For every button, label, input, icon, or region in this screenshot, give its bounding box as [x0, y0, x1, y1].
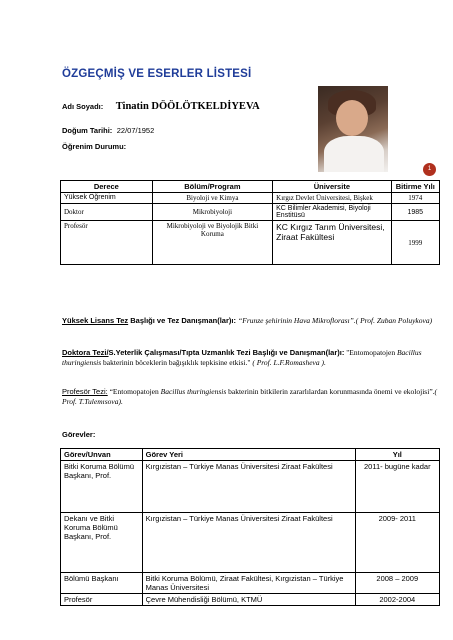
cell-universite: KC Kırgız Tarım Üniversitesi, Ziraat Fakültesi	[273, 221, 391, 265]
cell-gorev-yeri: Bitki Koruma Bölümü, Ziraat Fakültesi, Kırgızistan – Türkiye Manas Üniversitesi	[142, 573, 355, 594]
thesis-prof-label: Profesör Tezi:	[62, 387, 108, 396]
cell-gorev-yeri: Kırgızistan – Türkiye Manas Üniversitesi Ziraat Fakültesi	[142, 513, 355, 573]
thesis-prof-text-b: bakterinin bitkilerin zararlılardan korunmasında önemi ve ekolojisi”.	[226, 387, 435, 396]
name-label: Adı Soyadı:	[62, 102, 104, 111]
cell-unvan: Bitki Koruma Bölümü Başkanı, Prof.	[61, 461, 143, 513]
col-header-derece: Derece	[61, 181, 153, 193]
cell-yil: 1974	[391, 193, 439, 204]
cell-universite: Kırgız Devlet Üniversitesi, Bişkek	[273, 193, 391, 204]
thesis-ms	[62, 316, 442, 326]
cell-yil: 1999	[391, 221, 439, 265]
cell-yil: 2011- bugüne kadar	[355, 461, 439, 513]
duties-label: Görevler:	[62, 430, 96, 439]
table-row	[61, 461, 440, 513]
cell-unvan: Bölümü Başkanı	[61, 573, 143, 594]
cell-yil: 1985	[391, 204, 439, 221]
thesis-ms-label: Yüksek Lisans Tez	[62, 316, 129, 325]
page-number-badge: 1	[423, 163, 436, 176]
profile-photo	[318, 86, 388, 172]
col-header-universite: Üniversite	[273, 181, 391, 193]
cell-derece: Profesör	[61, 221, 153, 265]
thesis-phd-text-a: "Entomopatojen	[344, 348, 397, 357]
cell-universite: KC Bilimler Akademisi, Biyoloji Enstitüsü	[273, 204, 391, 221]
education-label: Öğrenim Durumu:	[62, 142, 127, 151]
thesis-phd-advisor: ( Prof. L.F.Romasheva ).	[252, 357, 326, 367]
thesis-phd-label-rest: S.Yeterlik Çalışması/Tıpta Uzmanlık Tezi Başlığı ve Danışman(lar)ı:	[108, 348, 345, 357]
col-header-yil: Yıl	[355, 449, 439, 461]
cell-yil: 2002-2004	[355, 594, 439, 606]
photo-shirt	[324, 136, 384, 172]
table-row	[61, 573, 440, 594]
cell-yil: 2009- 2011	[355, 513, 439, 573]
table-row	[61, 513, 440, 573]
col-header-yil: Bitirme Yılı	[391, 181, 439, 193]
thesis-prof-advisor: ( Prof. T.Tulemısova).	[62, 387, 438, 406]
cell-bolum: Mikrobiyoloji	[152, 204, 272, 221]
cell-bolum: Biyoloji ve Kimya	[152, 193, 272, 204]
thesis-prof-text-a: “Entomopatojen	[107, 387, 161, 396]
table-row	[61, 204, 440, 221]
thesis-prof-species: Bacillus thuringiensis	[160, 387, 227, 396]
thesis-phd-label: Doktora Tezi/	[62, 348, 109, 357]
thesis-phd-species: Bacillus thuringiensis	[62, 348, 422, 367]
thesis-prof	[62, 387, 442, 406]
birth-value: 22/07/1952	[116, 126, 155, 135]
education-header-row	[61, 181, 440, 193]
birth-row	[62, 120, 154, 138]
table-row	[61, 193, 440, 204]
cell-yil: 2008 – 2009	[355, 573, 439, 594]
cell-bolum: Mikrobiyoloji ve Biyolojik Bitki Koruma	[152, 221, 272, 265]
cell-derece: Doktor	[61, 204, 153, 221]
thesis-ms-text: “Frunze şehirinin Hava Mikroflorası”.( Prof. Zuban Poluykova)	[238, 316, 433, 325]
duties-header-row	[61, 449, 440, 461]
name-value: Tinatin DÖÖLÖTKELDİYEVA	[115, 101, 260, 112]
thesis-phd-text-b: bakterinin böceklerin bağışıklık tepkisine etkisi."	[101, 357, 253, 367]
thesis-phd	[62, 348, 442, 367]
cell-gorev-yeri: Kırgızistan – Türkiye Manas Üniversitesi Ziraat Fakültesi	[142, 461, 355, 513]
name-row	[62, 96, 260, 114]
col-header-unvan: Görev/Unvan	[61, 449, 143, 461]
duties-table	[60, 448, 440, 606]
cell-unvan: Profesör	[61, 594, 143, 606]
education-table	[60, 180, 440, 265]
table-row	[61, 221, 440, 265]
cell-unvan: Dekanı ve Bitki Koruma Bölümü Başkanı, Prof.	[61, 513, 143, 573]
birth-label: Doğum Tarihi:	[62, 126, 113, 135]
thesis-ms-label-rest: Başlığı ve Tez Danışman(lar)ı:	[128, 316, 236, 325]
photo-face	[336, 100, 368, 136]
page-title: ÖZGEÇMİŞ VE ESERLER LİSTESİ	[62, 68, 252, 80]
table-row	[61, 594, 440, 606]
col-header-gorev-yeri: Görev Yeri	[142, 449, 355, 461]
cell-gorev-yeri: Çevre Mühendisliği Bölümü, KTMÜ	[142, 594, 355, 606]
cell-derece: Yüksek Öğrenim	[61, 193, 153, 204]
col-header-bolum: Bölüm/Program	[152, 181, 272, 193]
